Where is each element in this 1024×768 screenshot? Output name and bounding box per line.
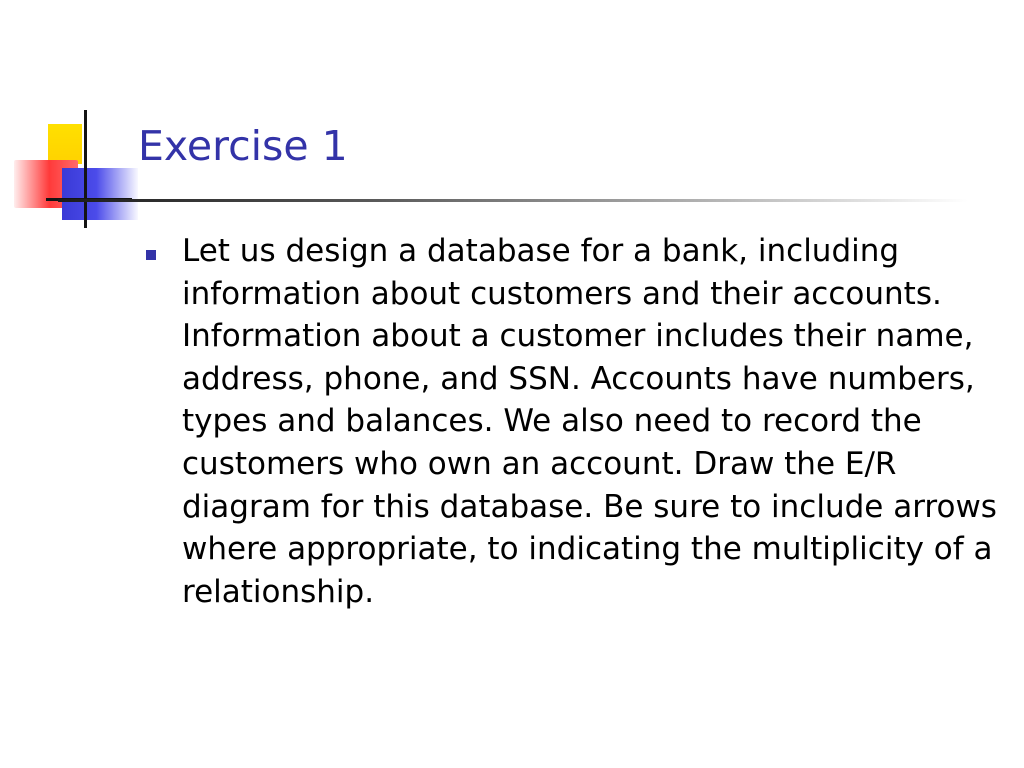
title-divider (58, 199, 968, 202)
square-bullet-icon (146, 250, 156, 260)
bullet-item (143, 230, 1003, 613)
logo-vertical-line (84, 110, 87, 228)
slide-body (143, 230, 1003, 613)
logo-yellow-square (48, 124, 82, 164)
bullet-text: Let us design a database for a bank, including information about customers and their accounts. Information about a customer includes their name, address, phone, and SSN. Accounts have numbers, types and balances. We also need to record the customers who own an account. Draw the E/R diagram for this database. Be sure to include arrows where appropriate, to indicating the multiplicity of a relationship. (182, 233, 997, 610)
slide-title: Exercise 1 (138, 122, 348, 170)
logo-blue-square (62, 168, 138, 220)
slide-logo-icon (0, 0, 160, 240)
